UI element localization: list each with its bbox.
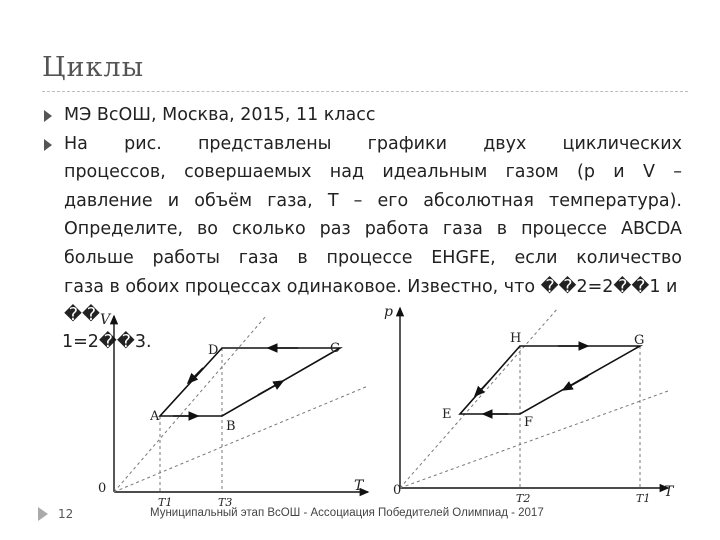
point-h: H bbox=[510, 331, 522, 346]
problem-line: процессов, совершаемых над идеальным газом (p и V – bbox=[64, 162, 682, 183]
tick-t1: T1 bbox=[158, 496, 173, 506]
bullet-text-source: МЭ ВсОШ, Москва, 2015, 11 класс bbox=[64, 105, 376, 125]
axis-label-p: p bbox=[384, 304, 393, 320]
graph-v-t bbox=[98, 312, 368, 506]
problem-line: На рис. представлены графики двух циклических bbox=[64, 133, 682, 154]
tick-t2: T2 bbox=[516, 492, 531, 505]
bullet-item bbox=[42, 101, 682, 130]
point-c: C bbox=[330, 341, 340, 356]
axis-label-t: T bbox=[354, 478, 364, 494]
cycle-diagrams bbox=[78, 296, 698, 506]
axis-label-t: T bbox=[664, 484, 674, 500]
problem-line: газа в обоих процессах одинаковое. Известно, что ��2=2��1 и �� bbox=[64, 276, 678, 326]
axis-label-v: V bbox=[100, 312, 111, 328]
page-number: 12 bbox=[58, 507, 74, 521]
graph-p-t bbox=[384, 304, 675, 505]
bullet-arrow-icon bbox=[44, 110, 52, 122]
footer-caption: Муниципальный этап ВсОШ - Ассоциация Победителей Олимпиад - 2017 bbox=[150, 507, 544, 519]
point-f: F bbox=[524, 415, 534, 430]
problem-line: 1=2��3. bbox=[62, 331, 152, 352]
origin-label: 0 bbox=[393, 483, 402, 498]
footer-arrow-icon bbox=[38, 507, 48, 521]
tick-t3: T3 bbox=[218, 496, 233, 506]
point-g: G bbox=[634, 333, 645, 348]
slide-title: Циклы bbox=[42, 52, 145, 83]
problem-line: больше работы газа в процессе EHGFE, если количество bbox=[64, 247, 682, 268]
point-a: A bbox=[150, 409, 160, 424]
title-divider bbox=[42, 91, 688, 92]
origin-label: 0 bbox=[98, 481, 107, 496]
problem-line: Определите, во сколько раз работа газа в процессе ABCDA bbox=[64, 219, 682, 240]
tick-t1: T1 bbox=[636, 492, 651, 505]
problem-line: давление и объём газа, T – его абсолютная температура). bbox=[64, 190, 682, 211]
point-b: B bbox=[226, 419, 236, 434]
bullet-arrow-icon bbox=[44, 139, 52, 151]
point-e: E bbox=[442, 407, 452, 422]
point-d: D bbox=[208, 343, 219, 358]
